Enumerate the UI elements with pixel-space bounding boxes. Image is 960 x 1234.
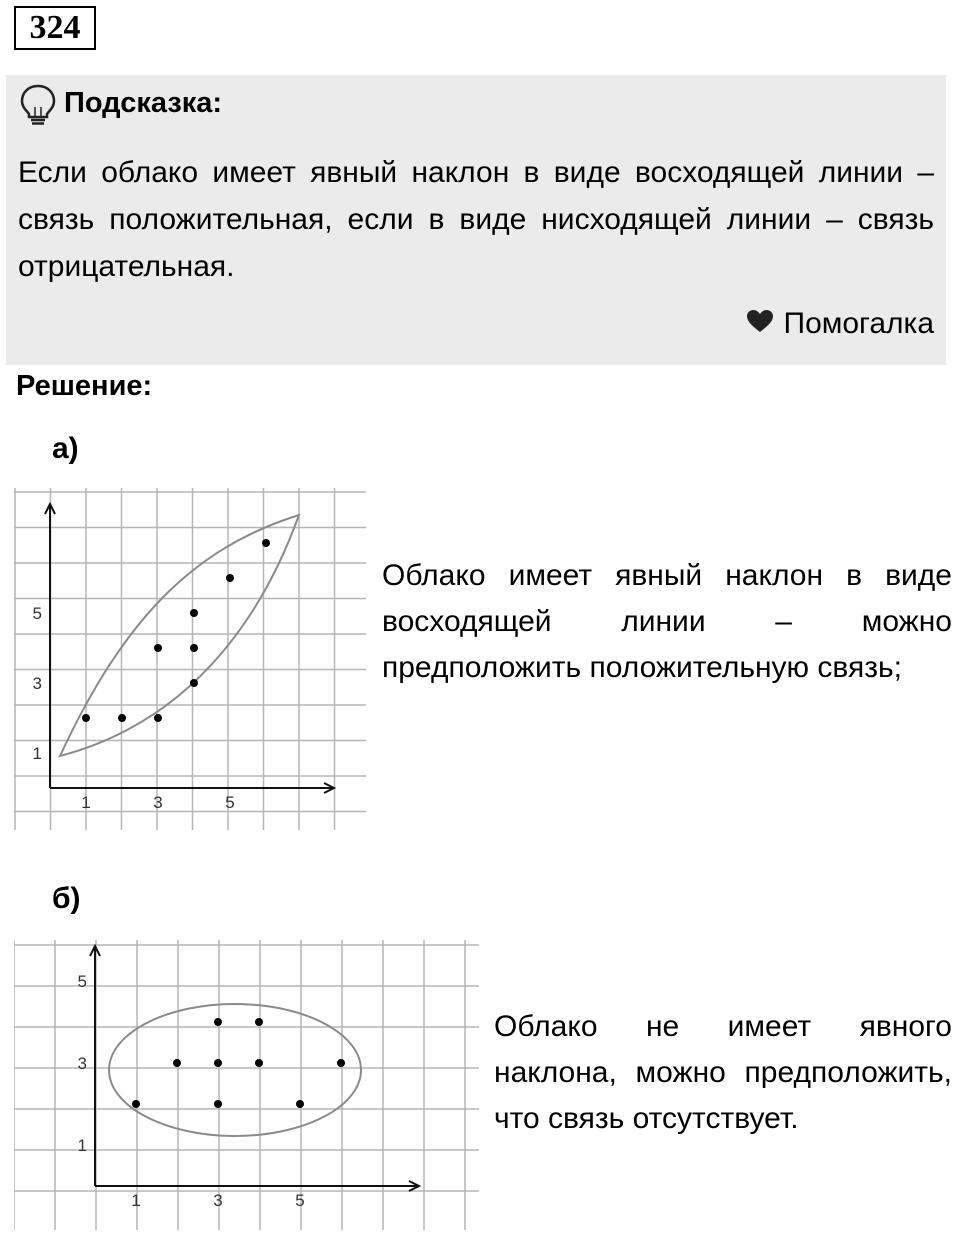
data-point xyxy=(118,714,126,722)
data-point xyxy=(226,574,234,582)
data-point xyxy=(214,1018,222,1026)
x-tick-label: 3 xyxy=(153,793,163,812)
data-point xyxy=(190,679,198,687)
x-tick-label: 3 xyxy=(213,1191,223,1210)
data-point xyxy=(255,1018,263,1026)
scatter-chart-b xyxy=(14,940,479,1230)
x-tick-label: 5 xyxy=(225,793,235,812)
y-tick-label: 1 xyxy=(77,1136,87,1155)
data-point xyxy=(132,1100,140,1108)
helper-name: Помогалка xyxy=(783,307,934,340)
data-point xyxy=(173,1059,181,1067)
hint-title: Подсказка: xyxy=(64,87,223,119)
data-point xyxy=(190,609,198,617)
y-tick-label: 3 xyxy=(77,1054,87,1073)
part-a-label: а) xyxy=(52,432,79,465)
task-number: 324 xyxy=(14,6,96,50)
data-point xyxy=(255,1059,263,1067)
part-b-description: Облако не имеет явного наклона, можно предположить, что связь отсутствует. xyxy=(494,1010,952,1135)
data-point xyxy=(214,1059,222,1067)
y-tick-label: 3 xyxy=(32,674,42,693)
data-point xyxy=(337,1059,345,1067)
data-point xyxy=(296,1100,304,1108)
data-point xyxy=(190,644,198,652)
part-a-description: Облако имеет явный наклон в виде восходящей линии – можно предположить положительную связь; xyxy=(382,559,952,684)
scatter-chart-a xyxy=(14,488,366,830)
heart-icon xyxy=(746,307,774,341)
x-tick-label: 1 xyxy=(131,1191,141,1210)
data-point xyxy=(262,539,270,547)
part-b-label: б) xyxy=(52,882,81,915)
y-tick-label: 1 xyxy=(32,744,42,763)
x-tick-label: 5 xyxy=(295,1191,305,1210)
data-point xyxy=(214,1100,222,1108)
cloud-outline xyxy=(109,1004,361,1136)
solution-title: Решение: xyxy=(16,370,153,402)
helper-credit xyxy=(746,307,935,341)
lightbulb-icon xyxy=(18,83,58,132)
x-tick-label: 1 xyxy=(81,793,91,812)
data-point xyxy=(154,644,162,652)
data-point xyxy=(154,714,162,722)
y-tick-label: 5 xyxy=(32,604,42,623)
y-tick-label: 5 xyxy=(77,972,87,991)
hint-text: Если облако имеет явный наклон в виде восходящей линии – связь положительная, если в виде нисходящей линии – связь отрицательная. xyxy=(18,156,934,283)
data-point xyxy=(82,714,90,722)
hint-box xyxy=(6,75,946,365)
